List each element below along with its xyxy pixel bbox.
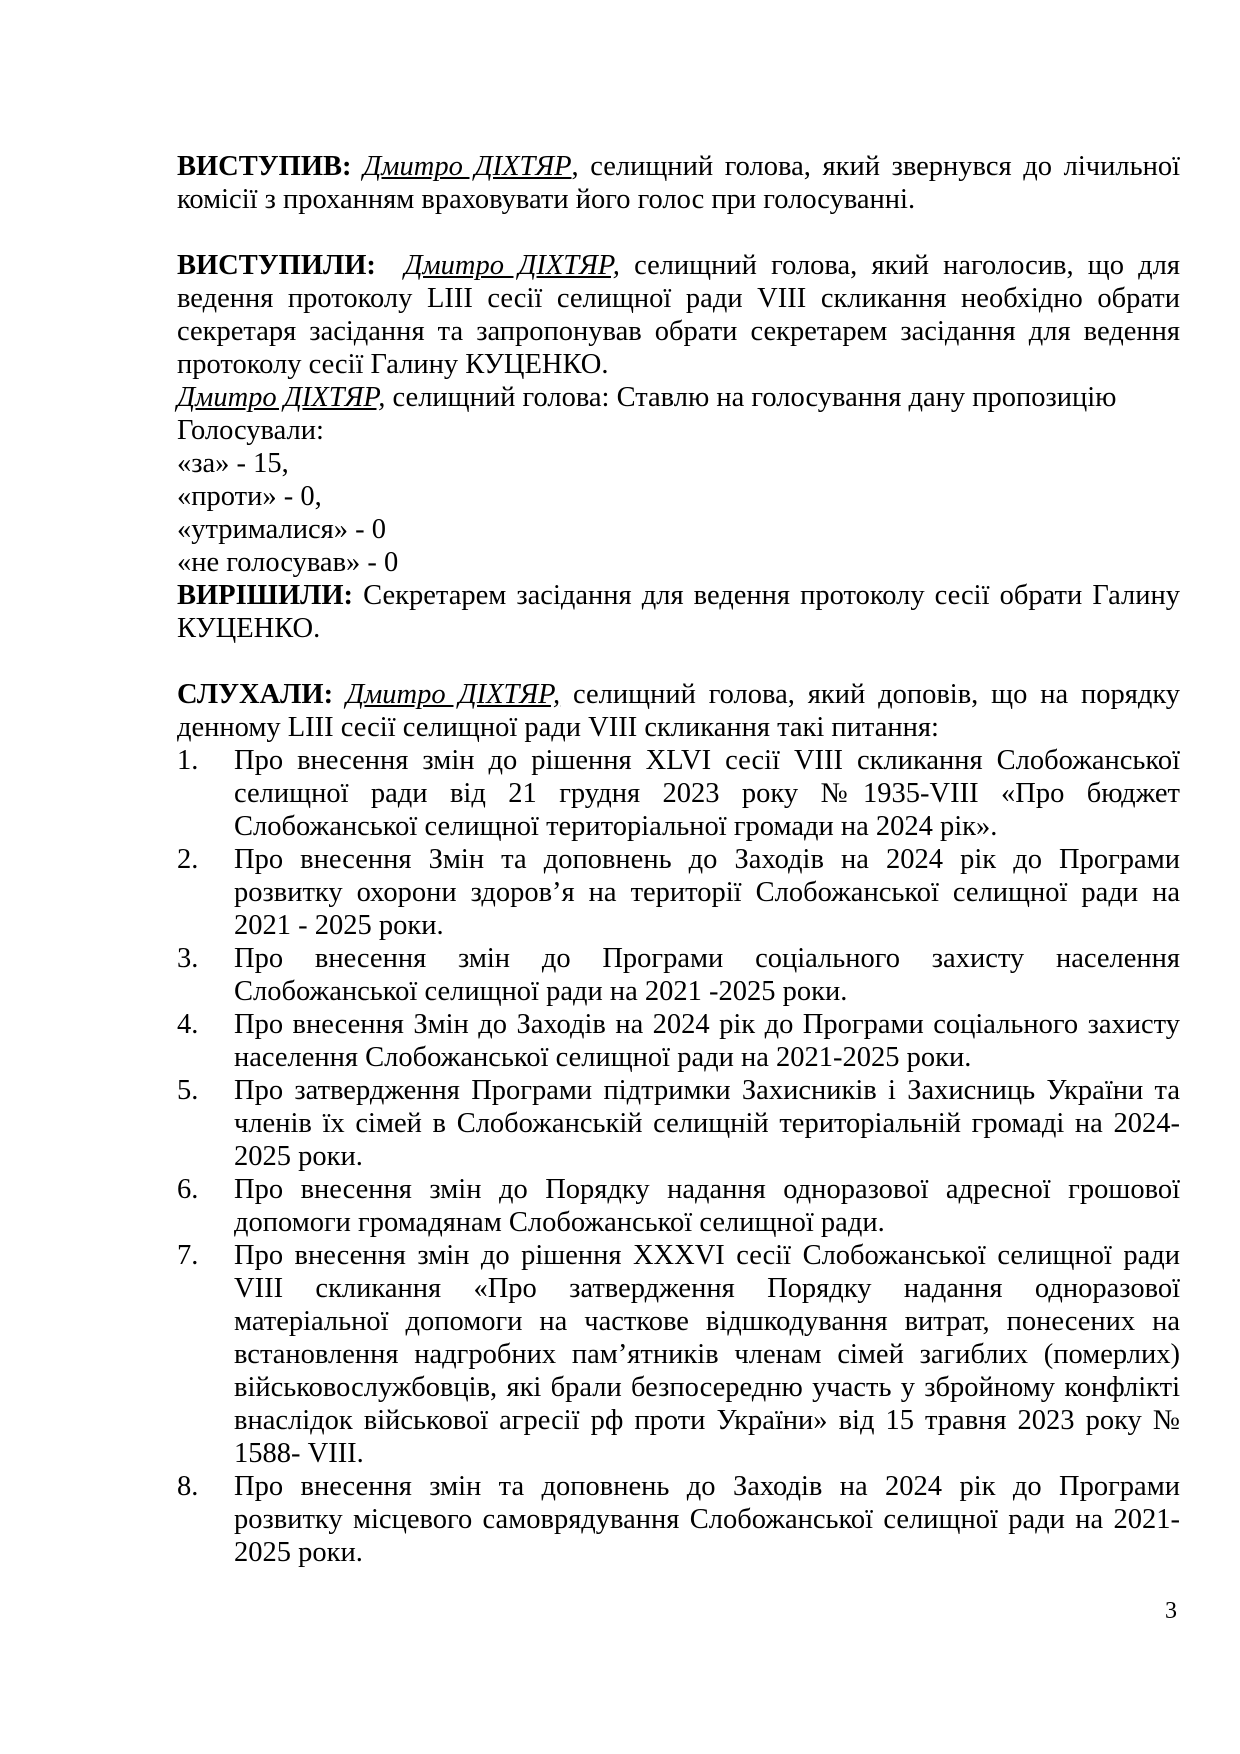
agenda-item-number: 6. [177,1174,199,1205]
agenda-item-text: Про внесення змін до рішення XLVI сесії VIII скликання Слобожанської селищної ради від 21 грудня 2023 року №1935-VIII «Про бюджет Слобожанської селищної територіальної громади на 2024 рік». [234,745,1180,842]
vystupyly-paragraph [177,249,1180,381]
agenda-item-text: Про затвердження Програми підтримки Захисників і Захисниць України та членів їх сімей в Слобожанській селищній територіальній громаді на 2024-2025 роки. [234,1075,1180,1172]
sluhaly-text: селищний голова, який доповів, що на порядку денному LIII сесії селищної ради VIII скликання такі питання: [177,679,1181,743]
vystupyly-speaker: Дмитро ДІХТЯР, [404,250,620,281]
agenda-item [177,1470,1180,1569]
sluhaly-label: СЛУХАЛИ: [177,679,334,710]
agenda-item-number: 2. [177,844,199,875]
proposal-paragraph [177,381,1180,414]
agenda-item [177,1008,1180,1074]
vystupyv-paragraph [177,150,1180,216]
vyrishyly-paragraph [177,579,1180,645]
vystupyly-text: селищний голова, який наголосив, що для ведення протоколу LIII сесії селищної ради VIII скликання необхідно обрати секретаря засідання та запропонував обрати секретарем засідання для ведення протоколу сесії Галину КУЦЕНКО. [177,250,1181,380]
vyrishyly-label: ВИРІШИЛИ: [177,580,354,611]
proposal-speaker: Дмитро ДІХТЯР, [177,382,386,413]
voting-title: Голосували: [177,415,324,446]
agenda-item-number: 5. [177,1075,199,1106]
agenda-item-number: 3. [177,943,199,974]
sluhaly-speaker: Дмитро ДІХТЯР, [345,679,561,710]
agenda-item [177,843,1180,942]
agenda-item-text: Про внесення Змін та доповнень до Заходів на 2024 рік до Програми розвитку охорони здоров’я на території Слобожанської селищної ради на 2021 - 2025 роки. [234,844,1180,941]
agenda-item-text: Про внесення змін та доповнень до Заходів на 2024 рік до Програми розвитку місцевого самоврядування Слобожанської селищної ради на 2021-2025 роки. [234,1471,1180,1568]
agenda-item [177,1239,1180,1470]
page-number: 3 [1165,1598,1177,1624]
vote-against: «проти» - 0, [177,481,322,512]
agenda-item [177,744,1180,843]
agenda-item-number: 7. [177,1240,199,1271]
agenda-item-number: 1. [177,745,199,776]
voting-block [177,414,1180,579]
vystupyv-text: , селищний голова, який звернувся до лічильної комісії з проханням враховувати його голос при голосуванні. [177,151,1180,215]
spacer [177,216,1180,249]
document-page [177,150,1180,1569]
agenda-item-text: Про внесення змін до рішення XXXVI сесії Слобожанської селищної ради VIII скликання «Про затвердження Порядку надання одноразової матеріальної допомоги на часткове відшкодування витрат, понесених на встановлення надгробних пам’ятників членам сімей загиблих (померлих) військовослужбовців, які брали безпосередню участь у збройному конфлікті внаслідок військової агресії рф проти України» від 15 травня 2023 року № 1588- VIII. [234,1240,1180,1469]
vystupyly-label: ВИСТУПИЛИ: [177,250,376,281]
agenda-item [177,942,1180,1008]
agenda-item [177,1173,1180,1239]
agenda-item-text: Про внесення Змін до Заходів на 2024 рік до Програми соціального захисту населення Слобожанської селищної ради на 2021-2025 роки. [234,1009,1180,1073]
vystupyv-label: ВИСТУПИВ: [177,151,352,182]
agenda-item-text: Про внесення змін до Порядку надання одноразової адресної грошової допомоги громадянам Слобожанської селищної ради. [234,1174,1180,1238]
agenda-item-number: 8. [177,1471,199,1502]
agenda-item-number: 4. [177,1009,199,1040]
sluhaly-paragraph [177,678,1180,744]
agenda-item [177,1074,1180,1173]
agenda-list [177,744,1180,1569]
proposal-text: селищний голова: Ставлю на голосування дану пропозицію [385,382,1117,413]
vote-for: «за» - 15, [177,448,289,479]
spacer [177,645,1180,678]
vote-abstained: «утрималися» - 0 [177,514,387,545]
vyrishyly-text: Секретарем засідання для ведення протоколу сесії обрати Галину КУЦЕНКО. [177,580,1180,644]
vystupyv-speaker: Дмитро ДІХТЯР [363,151,572,182]
vote-not-voted: «не голосував» - 0 [177,547,399,578]
agenda-item-text: Про внесення змін до Програми соціального захисту населення Слобожанської селищної ради на 2021 -2025 роки. [234,943,1180,1007]
